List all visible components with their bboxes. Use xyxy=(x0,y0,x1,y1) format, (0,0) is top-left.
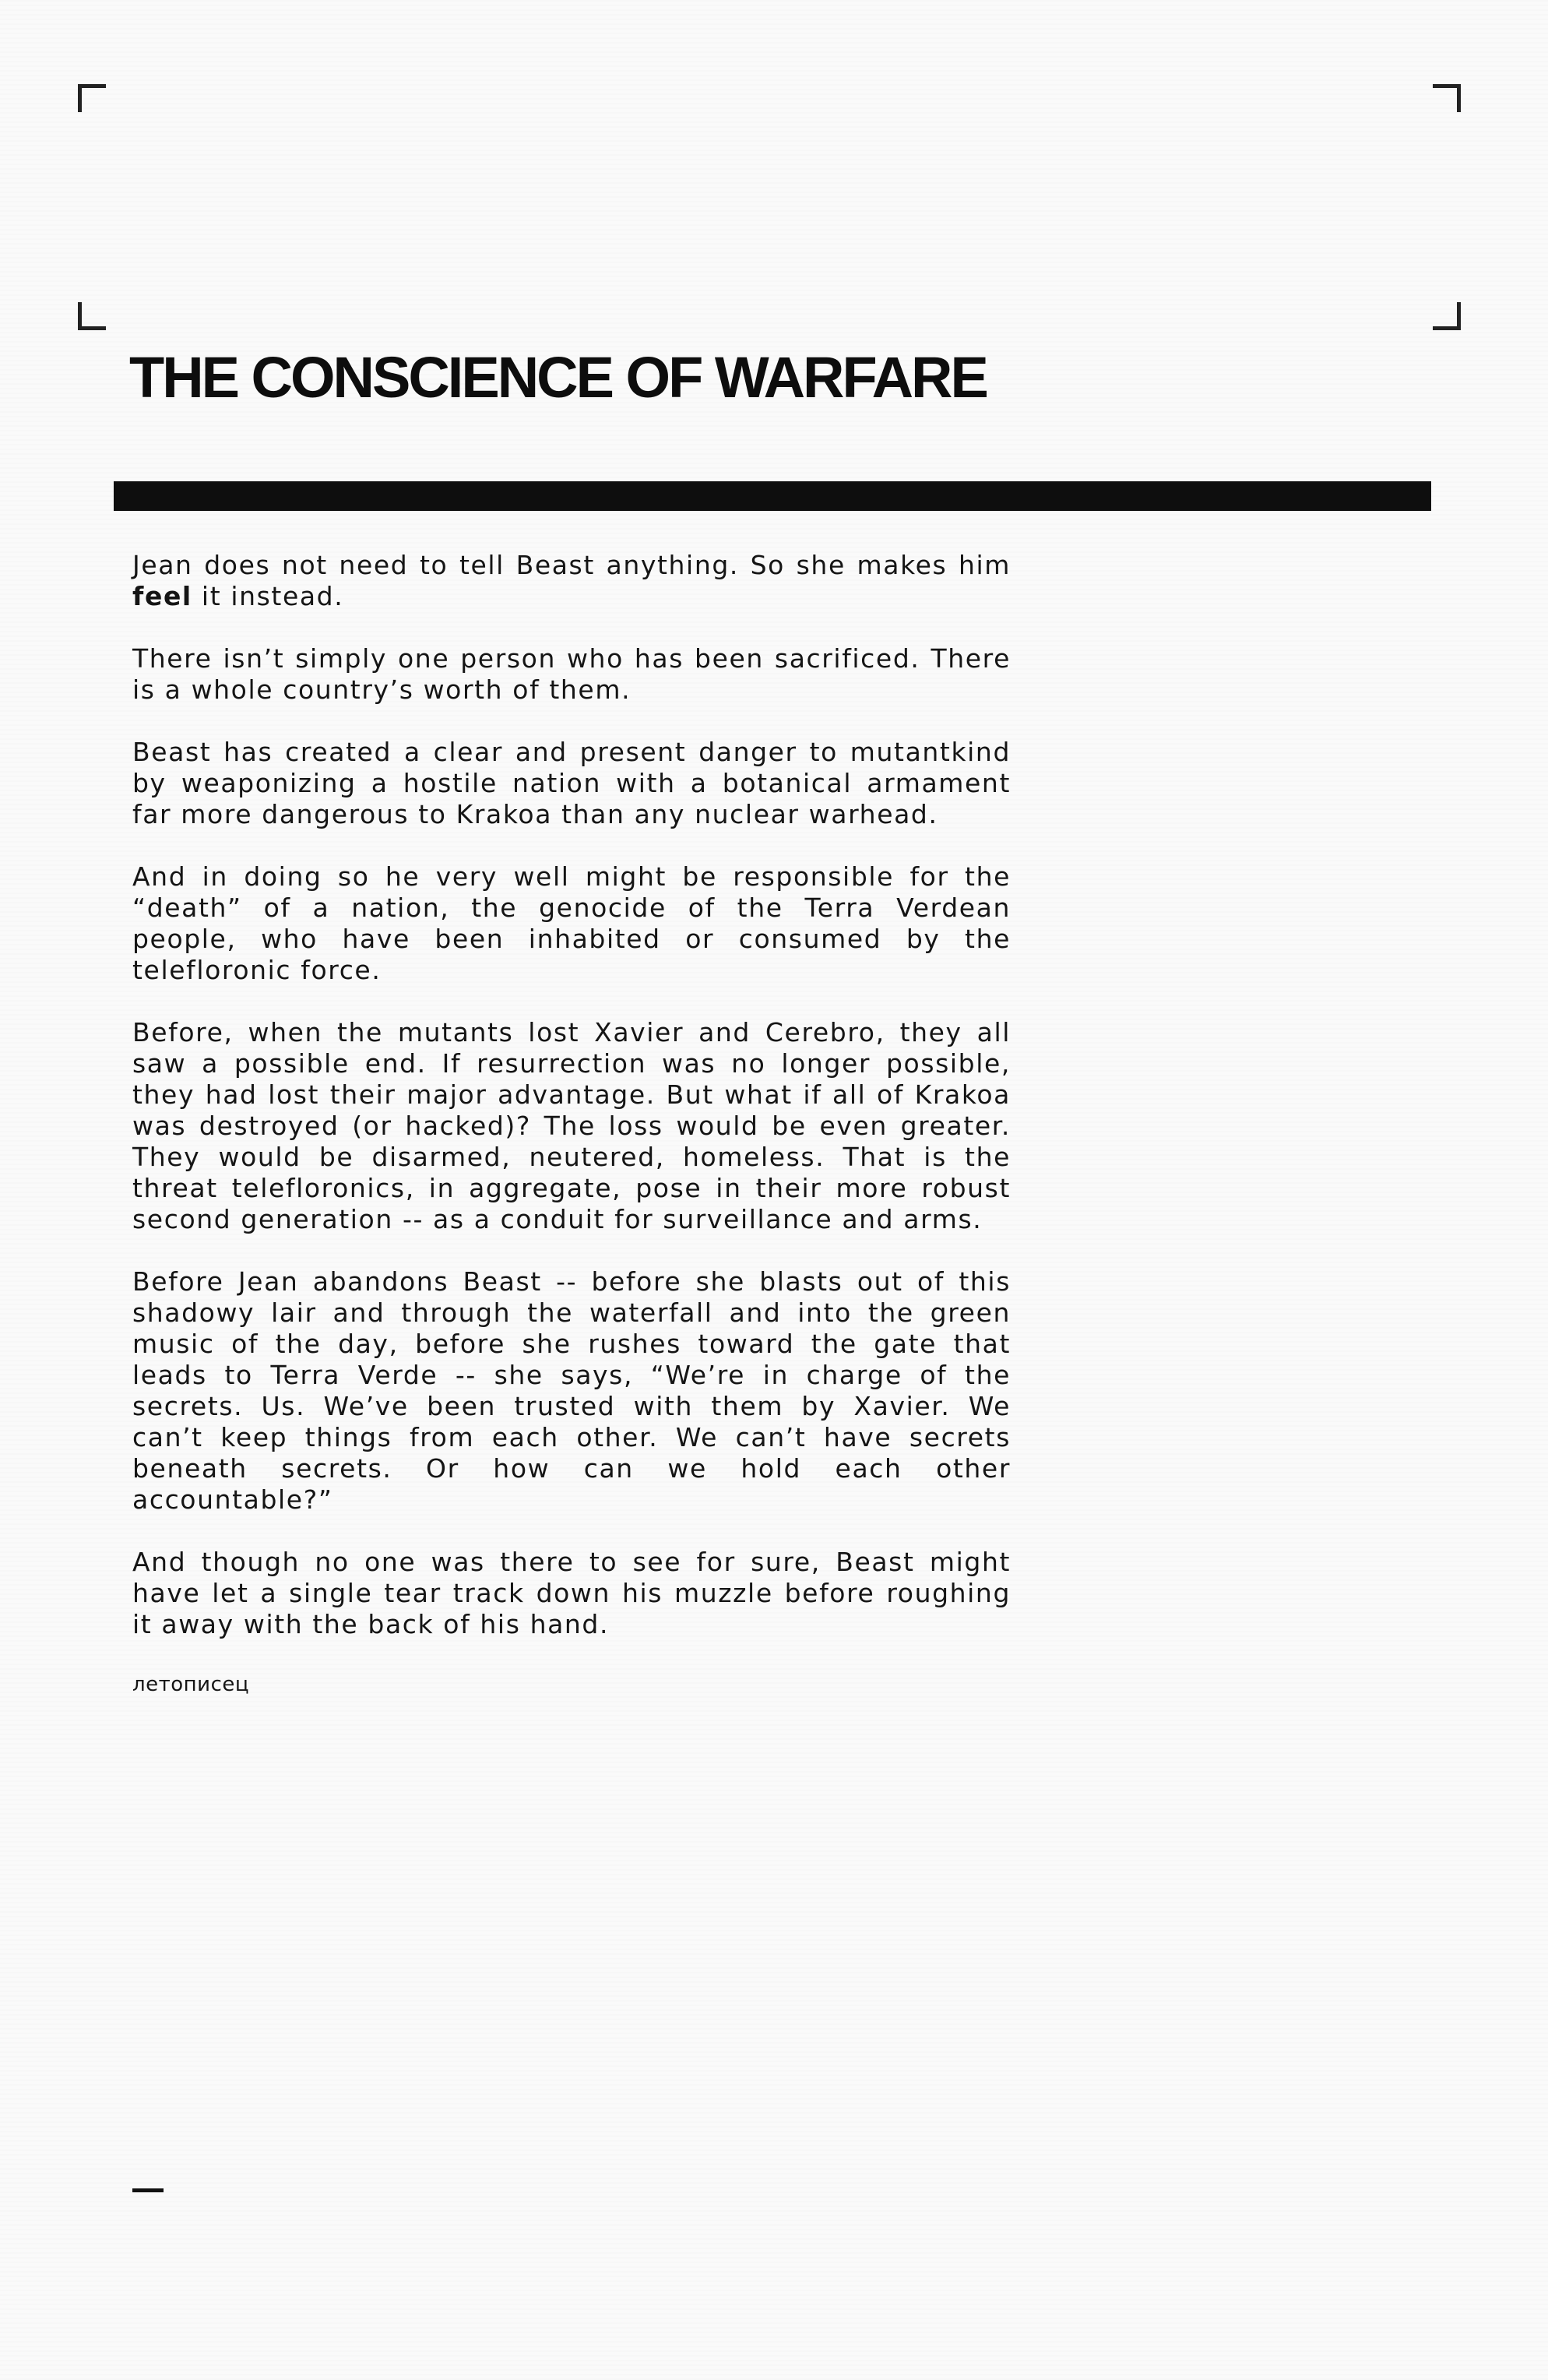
paragraph-3: Beast has created a clear and present danger to mutantkind by weaponizing a hostile nation with a botanical armament far more dangerous to Krakoa than any nuclear warhead. xyxy=(132,737,1011,829)
author-signature: летописец xyxy=(132,1673,250,1696)
paragraph-1-text-start: Jean does not need to tell Beast anything. So she makes him xyxy=(132,550,1011,580)
paragraph-7: And though no one was there to see for sure, Beast might have let a single tear track down his muzzle before roughing it away with the back of his hand. xyxy=(132,1547,1011,1639)
paragraph-1-emphasis: feel xyxy=(132,581,192,611)
title-divider-bar xyxy=(114,481,1431,511)
corner-mark-bottom-right xyxy=(1433,302,1461,330)
corner-mark-top-right xyxy=(1433,84,1461,112)
paragraph-2: There isn’t simply one person who has been sacrificed. There is a whole country’s worth of them. xyxy=(132,643,1011,705)
paragraph-1 xyxy=(132,550,1011,612)
page-title: THE CONSCIENCE OF WARFARE xyxy=(129,345,987,410)
corner-mark-top-left xyxy=(78,84,106,112)
article-body xyxy=(132,550,1011,1698)
paragraph-1-text-end: it instead. xyxy=(192,581,344,611)
paragraph-4: And in doing so he very well might be responsible for the “death” of a nation, the genocide of the Terra Verdean people, who have been inhabited or consumed by the telefloronic force. xyxy=(132,861,1011,985)
page-marker-dash xyxy=(132,2188,164,2192)
paragraph-6: Before Jean abandons Beast -- before she blasts out of this shadowy lair and through the waterfall and into the green music of the day, before she rushes toward the gate that leads to Terra Verde -- she says, “We’re in charge of the secrets. Us. We’ve been trusted with them by Xavier. We can’t keep things from each other. We can’t have secrets beneath secrets. Or how can we hold each other accountable?” xyxy=(132,1266,1011,1515)
paragraph-5: Before, when the mutants lost Xavier and Cerebro, they all saw a possible end. If resurrection was no longer possible, they had lost their major advantage. But what if all of Krakoa was destroyed (or hacked)? The loss would be even greater. They would be disarmed, neutered, homeless. That is the threat telefloronics, in aggregate, pose in their more robust second generation -- as a conduit for surveillance and arms. xyxy=(132,1017,1011,1234)
corner-mark-bottom-left xyxy=(78,302,106,330)
